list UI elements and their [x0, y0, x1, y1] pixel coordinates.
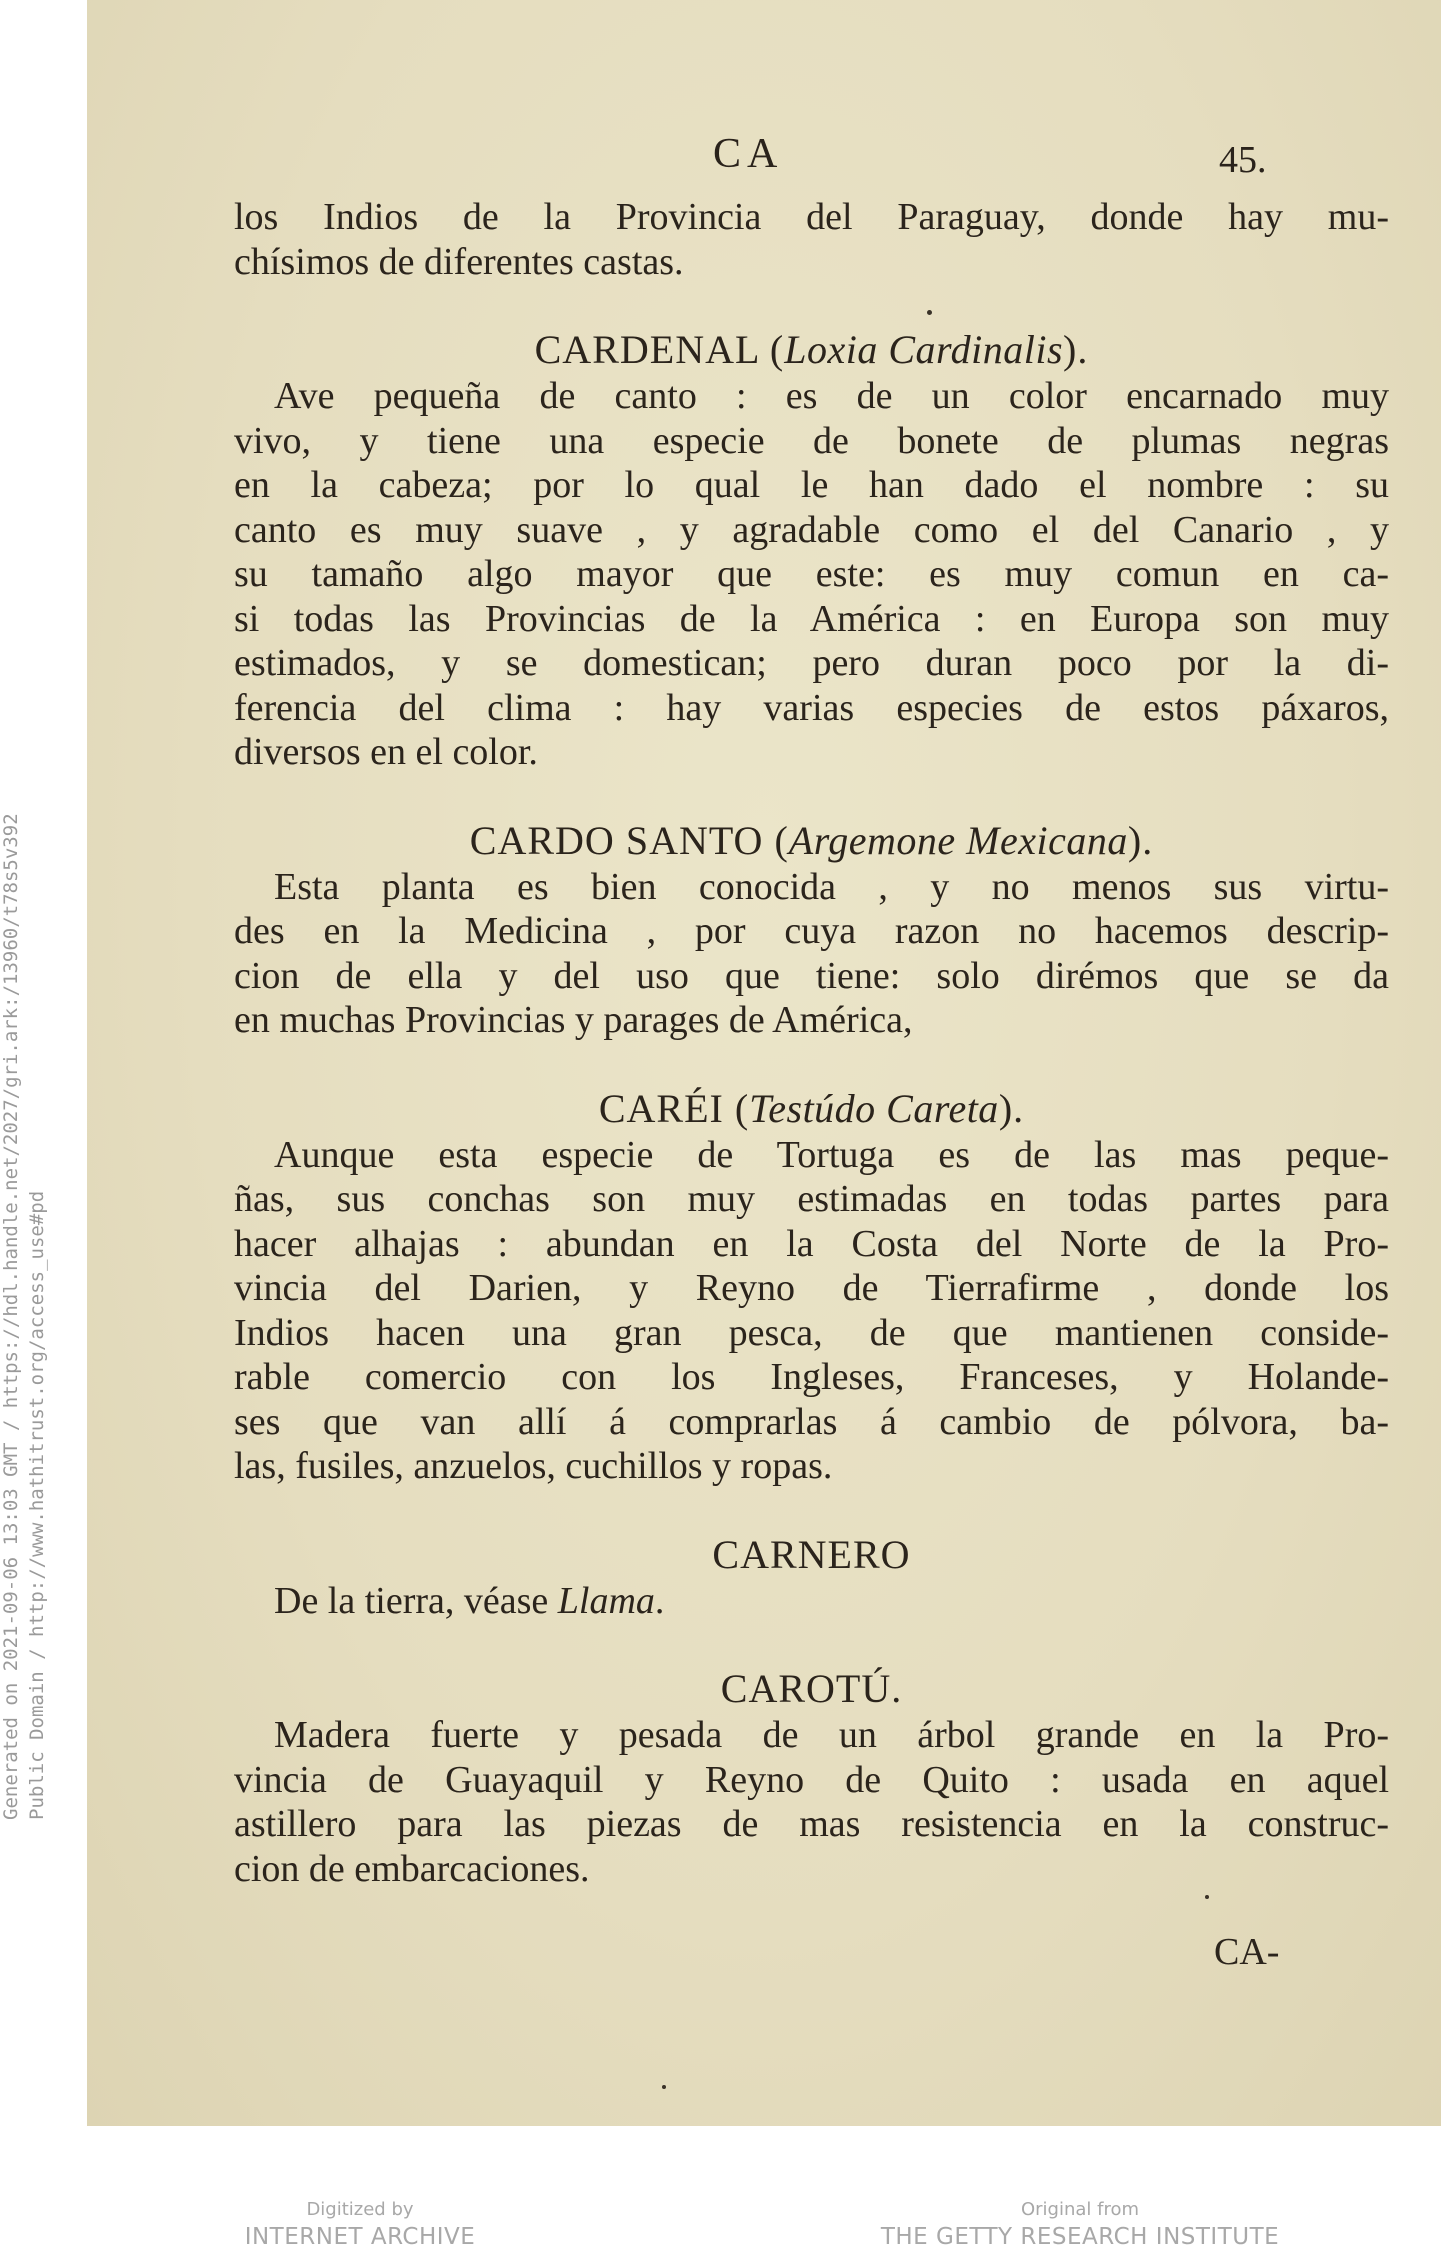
text-line: chísimos de diferentes castas. — [234, 240, 684, 283]
original-from — [860, 2198, 1300, 2252]
entry-scientific-name: Testúdo Careta — [749, 1085, 999, 1131]
source-institution: THE GETTY RESEARCH INSTITUTE — [880, 2224, 1280, 2250]
text-line: en la cabeza; por lo qual le han dado el nombre : su — [234, 464, 1389, 506]
text-line: si todas las Provincias de la América : en Europa son muy — [234, 597, 1389, 640]
text-line: vincia de Guayaquil y Reyno de Quito : usada en aquel — [234, 1758, 1389, 1801]
entry-term: CARÉI — [598, 1085, 724, 1131]
entry-heading — [234, 1531, 1389, 1579]
text-line: ferencia del clima : hay varias especies de estos páxaros, — [234, 686, 1389, 729]
cross-reference-link: Llama — [557, 1579, 655, 1622]
text-line: astillero para las piezas de mas resistencia en la construc- — [234, 1803, 1389, 1845]
ink-speck — [1205, 1895, 1209, 1899]
entry-carnero — [234, 1531, 1389, 1624]
text-line: estimados, y se domestican; pero duran poco por la di- — [234, 642, 1389, 684]
text-line: diversos en el color. — [234, 731, 538, 773]
catchword: CA- — [1214, 1931, 1280, 1973]
intro-paragraph — [234, 195, 1389, 284]
ink-speck — [662, 2085, 666, 2089]
entry-term: CARDO SANTO — [469, 817, 764, 863]
entry-heading: CARÉI (Testúdo Careta). — [598, 1085, 1025, 1131]
text-line: Madera fuerte y pesada de un árbol grande en la Pro- — [274, 1714, 1389, 1756]
text-line: Indios hacen una gran pesca, de que mantienen conside- — [234, 1311, 1389, 1354]
cross-reference-text: De la tierra, véase — [274, 1579, 558, 1622]
text-line: rable comercio con los Ingleses, Franceses, y Holande- — [234, 1356, 1389, 1398]
text-line: vivo, y tiene una especie de bonete de plumas negras — [234, 419, 1389, 462]
digitized-by — [220, 2198, 500, 2252]
text-line: los Indios de la Provincia del Paraguay, donde hay mu- — [234, 196, 1389, 238]
book-page — [87, 0, 1441, 2126]
page-text — [234, 195, 1389, 1891]
cross-reference-end: . — [654, 1579, 665, 1622]
text-line: Esta planta es bien conocida , y no menos sus virtu- — [274, 865, 1389, 908]
entry-term: CARDENAL — [534, 327, 759, 372]
text-line: Aunque esta especie de Tortuga es de las mas peque- — [274, 1133, 1389, 1176]
entry-heading: CARDENAL (Loxia Cardinalis). — [534, 327, 1089, 372]
entry-scientific-name: Argemone Mexicana — [788, 817, 1128, 863]
text-line: ses que van allí á comprarlas á cambio de pólvora, ba- — [234, 1400, 1389, 1443]
page-header — [87, 130, 1441, 190]
text-line: vincia del Darien, y Reyno de Tierrafirme , donde los — [234, 1267, 1389, 1309]
access-stamp-line-1: Generated on 2021-09-06 13:03 GMT / https://hdl.handle.net/2027/gri.ark:/13960/t78s5v392 — [0, 813, 22, 1820]
text-line: ñas, sus conchas son muy estimadas en todas partes para — [234, 1178, 1389, 1220]
entry-cardenal — [234, 326, 1389, 775]
running-head: CA — [713, 131, 784, 177]
entry-term: CAROTÚ. — [720, 1666, 903, 1711]
text-line: las, fusiles, anzuelos, cuchillos y ropas. — [234, 1445, 833, 1487]
entry-carotu — [234, 1665, 1389, 1891]
text-line: cion de embarcaciones. — [234, 1847, 590, 1890]
entry-term: CARNERO — [712, 1531, 911, 1577]
entry-carei — [234, 1085, 1389, 1489]
digitized-by-label: Digitized by — [306, 2199, 414, 2220]
page-number: 45. — [1219, 139, 1267, 181]
text-line: cion de ella y del uso que tiene: solo dirémos que se da — [234, 954, 1389, 997]
digitizer-name: INTERNET ARCHIVE — [244, 2224, 476, 2250]
text-line: des en la Medicina , por cuya razon no hacemos descrip- — [234, 910, 1389, 952]
ink-speck — [927, 310, 932, 315]
text-line: hacer alhajas : abundan en la Costa del Norte de la Pro- — [234, 1222, 1389, 1265]
original-from-label: Original from — [1020, 2199, 1140, 2220]
access-stamp-line-2: Public Domain / http://www.hathitrust.org/access_use#pd — [26, 1190, 48, 1820]
text-line — [234, 1579, 1389, 1624]
entry-heading — [234, 1665, 1389, 1713]
entry-cardo-santo — [234, 817, 1389, 1043]
text-line: en muchas Provincias y parages de América, — [234, 999, 913, 1041]
entry-scientific-name: Loxia Cardinalis — [784, 327, 1064, 372]
entry-heading: CARDO SANTO (Argemone Mexicana). — [469, 817, 1154, 863]
text-line: su tamaño algo mayor que este: es muy comun en ca- — [234, 553, 1389, 595]
text-line: Ave pequeña de canto : es de un color encarnado muy — [274, 375, 1389, 417]
text-line: canto es muy suave , y agradable como el del Canario , y — [234, 508, 1389, 551]
